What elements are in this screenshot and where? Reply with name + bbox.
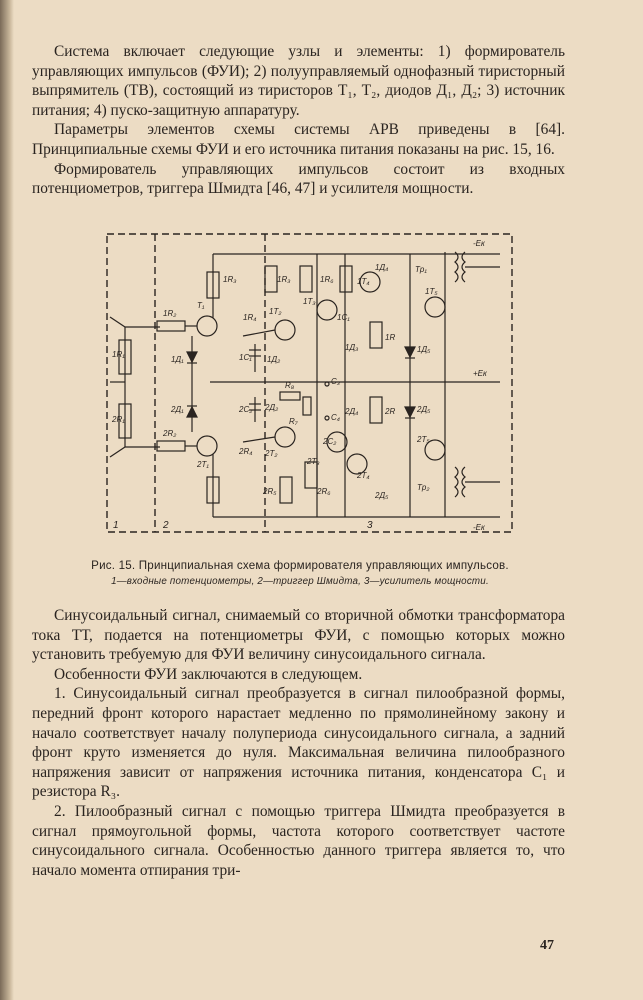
component-label: 1R₃ [277, 275, 291, 284]
component-label: Tp₁ [415, 265, 427, 274]
component-label: R₈ [285, 381, 295, 390]
component-label: 2T₃ [307, 457, 320, 466]
component-label: 2Д₅ [417, 405, 431, 414]
component-label: 2Д₄ [345, 407, 359, 416]
bottom-text-block [32, 606, 565, 880]
component-label: 1T₅ [425, 287, 438, 296]
component-label: 1R₁ [112, 350, 125, 359]
component-label: 2R₄ [239, 447, 253, 456]
component-label: -Eк [473, 239, 485, 248]
caption-subtitle: 1—входные потенциометры, 2—триггер Шмидта, 3—усилитель мощности. [111, 576, 489, 587]
amplifier-stage [280, 252, 500, 517]
component-label: 2R₁ [112, 415, 125, 424]
component-label: R₇ [289, 417, 298, 426]
paragraph: 1. Синусоидальный сигнал преобразуется в сигнал пилообразной формы, передний фронт которого нарастает медленно по прямолинейному закону и начало соответствует началу полупериода синусоидального сигнала, а задний фронт круто изменяется до нуля. Максимальная величина пилообразного напряжения зависит от напряжения источника питания, конденсатора С₁ и резистора R₃. [32, 685, 565, 801]
component-label: 1R₄ [243, 313, 257, 322]
paragraph: Синусоидальный сигнал, снимаемый со вторичной обмотки трансформатора тока ТТ, подается на потенциометры ФУИ, с помощью которых можно установить требуемую для ФУИ величину синусоидального сигнала. [32, 607, 565, 664]
component-label: 1Д₄ [375, 263, 389, 272]
component-label: 2Д₅ [375, 491, 389, 500]
supply-rails [210, 254, 500, 517]
figure-caption [40, 558, 560, 590]
component-label: 2R₆ [317, 487, 331, 496]
component-label: C₄ [331, 413, 340, 422]
trigger-stage [157, 254, 295, 517]
component-label: 2T₂ [265, 449, 278, 458]
component-label: 2Д₂ [265, 403, 279, 412]
paragraph: Особенности ФУИ заключаются в следующем. [54, 665, 363, 683]
component-label: 2R [385, 407, 396, 416]
component-label: Tp₂ [417, 483, 430, 492]
component-label: 1Д₂ [267, 355, 281, 364]
component-label: 2T₁ [197, 460, 209, 469]
outer-frame [107, 234, 512, 532]
component-label: 2T₄ [357, 471, 370, 480]
component-label: 1R [385, 333, 396, 342]
component-label: 1C₁ [239, 353, 252, 362]
page-binding-shadow [0, 0, 14, 1000]
component-label: 1R₆ [320, 275, 334, 284]
component-label: 2C₂ [323, 437, 337, 446]
section-dividers [107, 234, 512, 532]
transformer-tp1-primary [455, 252, 458, 282]
paragraph: Параметры элементов схемы системы АРВ приведены в [64]. Принципиальные схемы ФУИ и его источника питания показаны на рис. 15, 16. [32, 121, 565, 158]
section-label: 3 [367, 520, 373, 531]
transformer-tp2-primary [455, 467, 458, 497]
component-label: +Eк [473, 369, 487, 378]
section-label: 1 [113, 520, 119, 531]
component-label: 1T₄ [357, 277, 370, 286]
component-label: 1Д₅ [417, 345, 431, 354]
component-label: 1C₁ [337, 313, 350, 322]
transformer-tp1-secondary [462, 252, 465, 282]
component-label: 2Д₁ [171, 405, 184, 414]
page-number: 47 [540, 938, 554, 953]
component-label: 1R₂ [163, 309, 177, 318]
paragraph: Система включает следующие узлы и элементы: 1) формирователь управляющих импульсов (ФУИ); 2) полууправляемый однофазный тиристорный выпрямитель (ТВ), состоящий из тиристоров Т₁, Т₂, диодов Д₁, Д₂; 3) источник питания; 4) пуско-защитную аппаратуру. [32, 43, 565, 119]
component-label: 1Д₁ [171, 355, 184, 364]
input-potentiometers [110, 317, 160, 457]
component-label: 1R₃ [223, 275, 237, 284]
paragraph: Формирователь управляющих импульсов состоит из входных потенциометров, триггера Шмидта [46, 47] и усилителя мощности. [32, 160, 565, 198]
component-label: -Eк [473, 523, 485, 532]
top-text-block [32, 42, 565, 199]
component-label: T₁ [197, 301, 205, 310]
component-label: 1T₃ [303, 297, 316, 306]
caption-title: Рис. 15. Принципиальная схема формирователя управляющих импульсов. [91, 559, 509, 572]
component-label: 2R₂ [163, 429, 177, 438]
component-label: 2C₂ [239, 405, 253, 414]
component-label: 1T₂ [269, 307, 282, 316]
circuit-diagram [105, 232, 525, 537]
transformer-tp2-secondary [462, 467, 465, 497]
component-label: 1Д₃ [345, 343, 359, 352]
component-label: C₃ [331, 377, 340, 386]
section-label: 2 [163, 520, 169, 531]
component-label: 2R₅ [263, 487, 277, 496]
component-label: 2T₅ [417, 435, 430, 444]
paragraph: 2. Пилообразный сигнал с помощью триггера Шмидта преобразуется в сигнал прямоугольной формы, частота которого соответствует частоте синусоидального сигнала. Особенностью данного триггера является то, что начало момента отпирания три- [32, 802, 565, 879]
